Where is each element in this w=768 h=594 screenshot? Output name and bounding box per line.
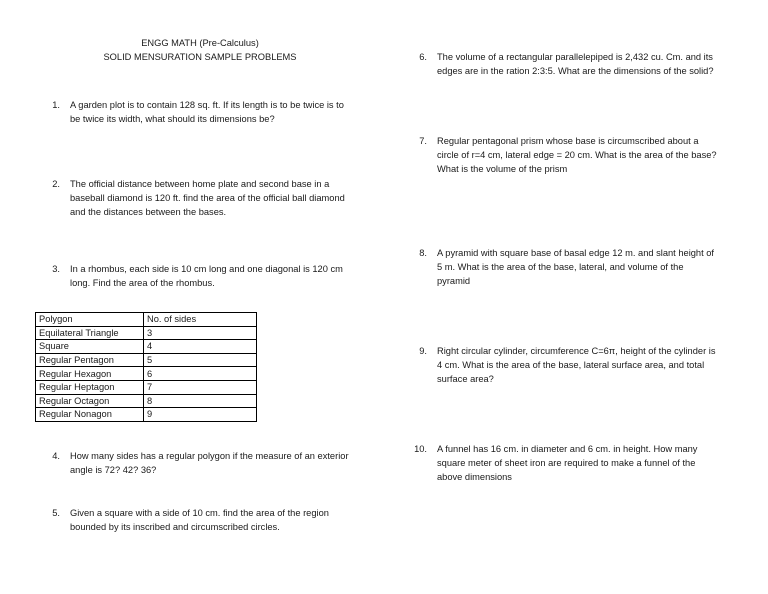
table-cell: Regular Hexagon <box>36 367 144 381</box>
problem-number: 2. <box>52 179 60 189</box>
table-cell: Equilateral Triangle <box>36 326 144 340</box>
table-cell: Regular Nonagon <box>36 408 144 422</box>
table-cell: 5 <box>144 353 257 367</box>
problem-text-line: Given a square with a side of 10 cm. find the area of the region <box>70 508 329 518</box>
problem-text-line: A garden plot is to contain 128 sq. ft. If its length is to be twice is to <box>70 100 344 110</box>
problem-text-line: Right circular cylinder, circumference C=6π, height of the cylinder is <box>437 346 716 356</box>
table-header-cell: Polygon <box>36 313 144 327</box>
table-cell: Regular Octagon <box>36 394 144 408</box>
problem-number: 8. <box>419 248 427 258</box>
problem-text-line: and the distances between the bases. <box>70 207 227 217</box>
problem-number: 6. <box>419 52 427 62</box>
table-cell: 9 <box>144 408 257 422</box>
problem-text-line: The volume of a rectangular parallelepiped is 2,432 cu. Cm. and its <box>437 52 713 62</box>
table-row <box>36 326 257 340</box>
table-header-cell: No. of sides <box>144 313 257 327</box>
problem-text-line: bounded by its inscribed and circumscribed circles. <box>70 522 280 532</box>
problem-text-line: 4 cm. What is the area of the base, lateral surface area, and total <box>437 360 705 370</box>
problem-text-line: A pyramid with square base of basal edge 12 m. and slant height of <box>437 248 715 258</box>
problem-text-line: surface area? <box>437 374 494 384</box>
problem-text-line: How many sides has a regular polygon if the measure of an exterior <box>70 451 349 461</box>
polygon-sides-table <box>35 312 257 422</box>
problem-text-line: What is the volume of the prism <box>437 164 568 174</box>
problem-text-line: above dimensions <box>437 472 512 482</box>
table-cell: 3 <box>144 326 257 340</box>
table-row <box>36 340 257 354</box>
problem-text-line: square meter of sheet iron are required to make a funnel of the <box>437 458 696 468</box>
problem-text-line: circle of r=4 cm, lateral edge = 20 cm. What is the area of the base? <box>437 150 717 160</box>
problem-text-line: Regular pentagonal prism whose base is circumscribed about a <box>437 136 699 146</box>
problem-text-line: edges are in the ration 2:3:5. What are the dimensions of the solid? <box>437 66 714 76</box>
table-cell: 6 <box>144 367 257 381</box>
problem-text-line: angle is 72? 42? 36? <box>70 465 157 475</box>
problem-number: 10. <box>414 444 427 454</box>
problem-text-line: be twice its width, what should its dimensions be? <box>70 114 275 124</box>
table-header-row <box>36 313 257 327</box>
problem-text-line: 5 m. What is the area of the base, lateral, and volume of the <box>437 262 684 272</box>
table-cell: 8 <box>144 394 257 408</box>
problem-number: 3. <box>52 264 60 274</box>
problem-number: 9. <box>419 346 427 356</box>
table-row <box>36 408 257 422</box>
problem-number: 4. <box>52 451 60 461</box>
problem-text-line: pyramid <box>437 276 471 286</box>
table-row <box>36 380 257 394</box>
problem-text-line: baseball diamond is 120 ft. find the area of the official ball diamond <box>70 193 345 203</box>
table-cell: Square <box>36 340 144 354</box>
table-row <box>36 394 257 408</box>
problem-text-line: In a rhombus, each side is 10 cm long and one diagonal is 120 cm <box>70 264 343 274</box>
problem-text-line: long. Find the area of the rhombus. <box>70 278 215 288</box>
document-subtitle: SOLID MENSURATION SAMPLE PROBLEMS <box>103 52 297 62</box>
problem-number: 1. <box>52 100 60 110</box>
table-cell: 4 <box>144 340 257 354</box>
problem-text-line: A funnel has 16 cm. in diameter and 6 cm. in height. How many <box>437 444 698 454</box>
table-row <box>36 353 257 367</box>
problem-text-line: The official distance between home plate and second base in a <box>70 179 330 189</box>
table-cell: Regular Pentagon <box>36 353 144 367</box>
table-cell: 7 <box>144 380 257 394</box>
problem-number: 7. <box>419 136 427 146</box>
problem-number: 5. <box>52 508 60 518</box>
document-title: ENGG MATH (Pre-Calculus) <box>141 38 259 48</box>
table-cell: Regular Heptagon <box>36 380 144 394</box>
table-row <box>36 367 257 381</box>
